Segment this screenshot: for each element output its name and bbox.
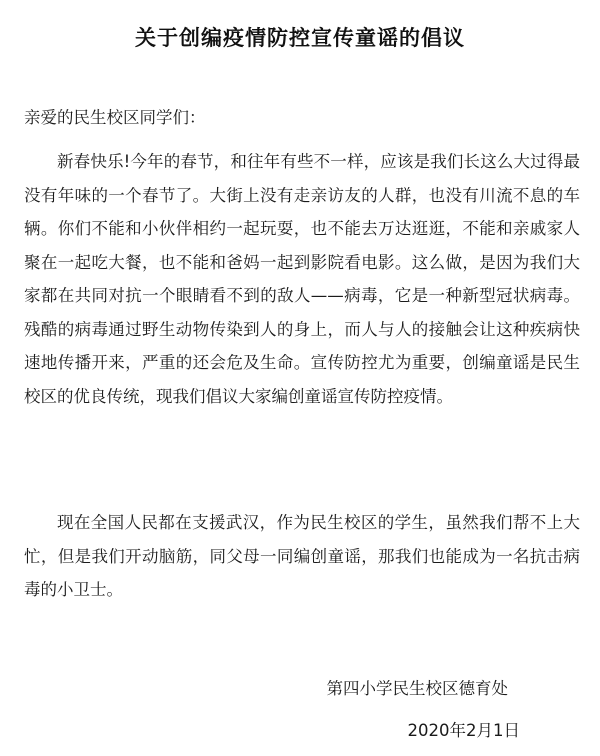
- body-paragraph-1: 新春快乐!今年的春节，和往年有些不一样，应该是我们长这么大过得最没有年味的一个春节了。大街上没有走亲访友的人群，也没有川流不息的车辆。你们不能和小伙伴相约一起玩耍，也不能去万达逛逛，不能和亲戚家人聚在一起吃大餐，也不能和爸妈一起到影院看电影。这么做，是因为我们大家都在共同对抗一个眼睛看不到的敌人——病毒，它是一种新型冠状病毒。残酷的病毒通过野生动物传染到人的身上，而人与人的接触会让这种疾病快速地传播开来，严重的还会危及生命。宣传防控尤为重要，创编童谣是民生校区的优良传统，现我们倡议大家编创童谣宣传防控疫情。: [24, 152, 580, 406]
- body-paragraph-2: 现在全国人民都在支援武汉，作为民生校区的学生，虽然我们帮不上大忙，但是我们开动脑筋，同父母一同编创童谣，那我们也能成为一名抗击病毒的小卫士。: [24, 513, 580, 599]
- salutation: 亲爱的民生校区同学们：: [24, 108, 206, 127]
- signature: 第四小学民生校区德育处: [326, 679, 508, 698]
- date: 2020年2月1日: [407, 721, 520, 740]
- document-title: 关于创编疫情防控宣传童谣的倡议: [135, 26, 465, 50]
